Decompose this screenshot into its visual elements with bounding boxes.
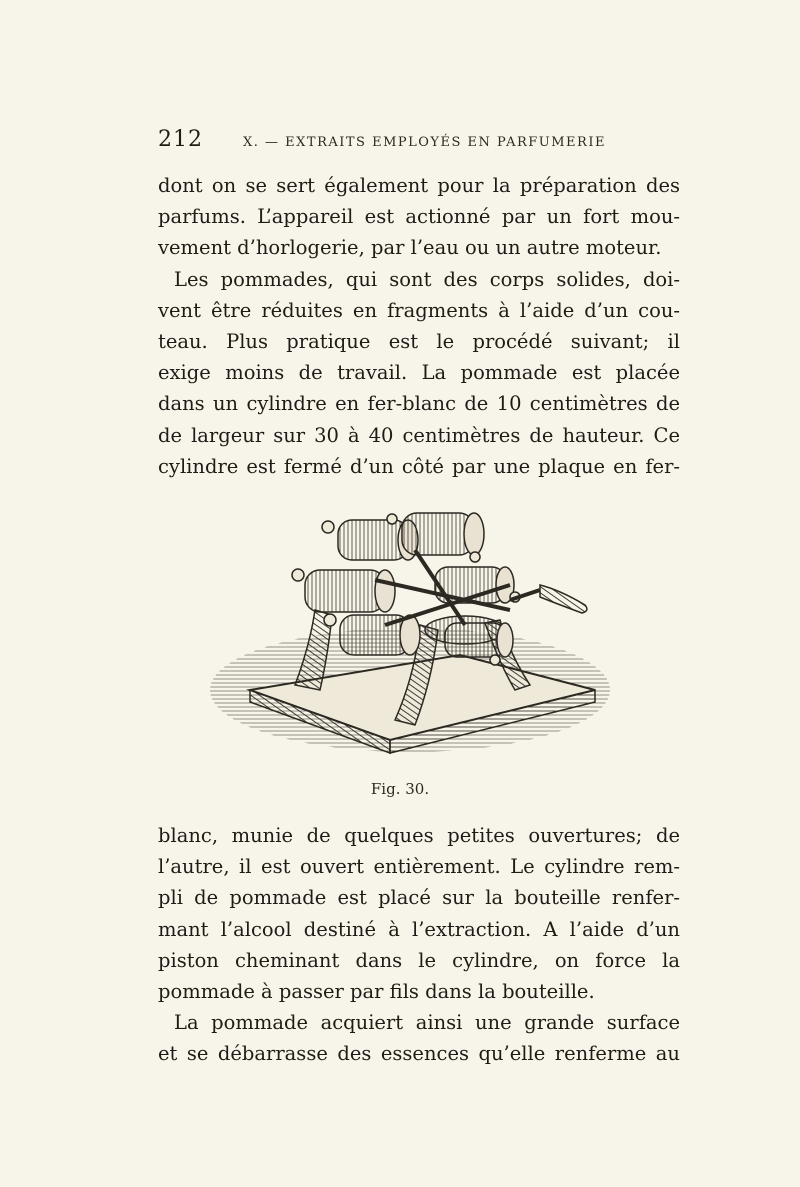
page-header xyxy=(158,127,678,157)
text-line: vent être réduites en fragments à l’aide d’un cou- xyxy=(158,298,680,322)
text-line: blanc, munie de quelques petites ouvertures; de xyxy=(158,824,680,847)
text-line: l’autre, il est ouvert entièrement. Le cylindre rem- xyxy=(158,855,680,879)
text-line: La pommade acquiert ainsi une grande surface xyxy=(174,1011,680,1035)
body-text-top xyxy=(158,170,680,482)
text-line: dans un cylindre en fer-blanc de 10 centimètres de xyxy=(158,392,680,416)
page-number: 212 xyxy=(158,127,203,152)
text-line: dont on se sert également pour la préparation des xyxy=(158,174,680,197)
text-line: Les pommades, qui sont des corps solides, doi- xyxy=(174,267,680,291)
text-line: piston cheminant dans le cylindre, on force la xyxy=(158,948,680,972)
body-text-bottom xyxy=(158,820,680,1070)
text-line: exige moins de travail. La pommade est placée xyxy=(158,361,680,385)
text-line: mant l’alcool destiné à l’extraction. A l’aide d’un xyxy=(158,917,680,941)
text-line: vement d’horlogerie, par l’eau ou un autre moteur. xyxy=(158,236,662,260)
text-line: pommade à passer par fils dans la bouteille. xyxy=(158,980,595,1004)
text-line: parfums. L’appareil est actionné par un fort mou- xyxy=(158,205,680,229)
text-line: de largeur sur 30 à 40 centimètres de hauteur. Ce xyxy=(158,423,680,447)
figure-caption: Fig. 30. xyxy=(370,780,430,798)
text-line: cylindre est fermé d’un côté par une plaque en fer- xyxy=(158,454,680,478)
text-line: teau. Plus pratique est le procédé suivant; il xyxy=(158,330,680,354)
text-line: pli de pommade est placé sur la bouteille renfer- xyxy=(158,886,680,910)
machine-engraving xyxy=(210,505,620,765)
running-head: X. — EXTRAITS EMPLOYÉS EN PARFUMERIE xyxy=(243,135,606,150)
text-line: et se débarrasse des essences qu’elle renferme au xyxy=(158,1042,680,1066)
